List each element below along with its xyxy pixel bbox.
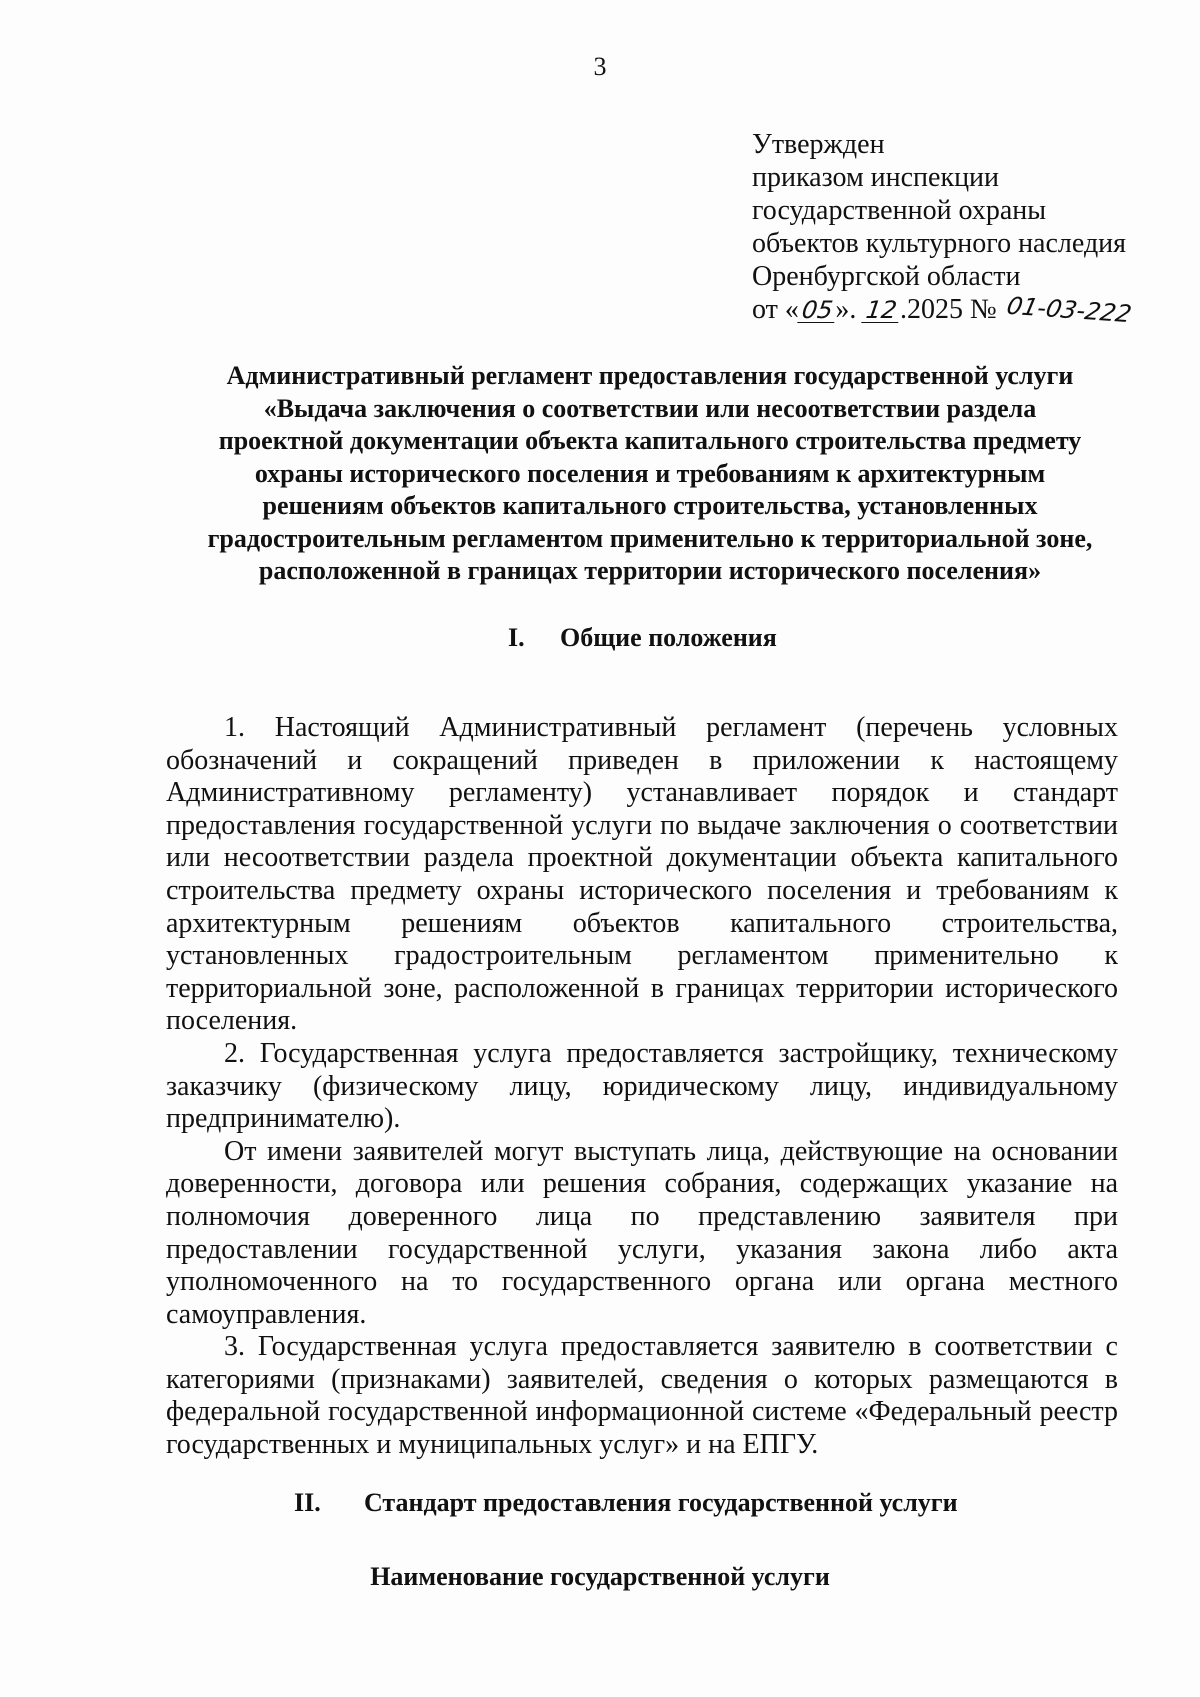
approval-line: Оренбургской области (752, 261, 1021, 292)
date-mid: ». (835, 294, 857, 325)
section-title: Общие положения (560, 623, 777, 652)
title-line: расположенной в границах территории исторического поселения» (258, 556, 1042, 585)
paragraph: 1. Настоящий Административный регламент (перечень условных обозначений и сокращений приведен в приложении к настоящему Административному регламенту) устанавливает порядок и стандарт предоставления государственной услуги по выдаче заключения о соответствии или несоответствии раздела проектной документации объекта капитального строительства предмету охраны исторического поселения и требованиям к архитектурным решениям объектов капитального строительства, установленных градостроительным регламентом применительно к территориальной зоне, расположенной в границах территории исторического поселения. (166, 712, 1118, 1037)
approval-block (752, 128, 1134, 329)
title-line: охраны исторического поселения и требованиям к архитектурным (254, 458, 1046, 488)
approval-line: приказом инспекции (752, 162, 1000, 193)
date-year: .2025 № (899, 294, 997, 325)
section-numeral: II. (294, 1488, 321, 1517)
document-title (150, 360, 1150, 588)
title-line: «Выдача заключения о соответствии или несоответствии раздела (263, 393, 1037, 423)
body-text (166, 712, 1118, 1462)
section-title: Стандарт предоставления государственной услуги (364, 1488, 958, 1517)
date-prefix: от « (752, 294, 799, 325)
title-line: градостроительным регламентом применительно к территориальной зоне, (207, 523, 1093, 553)
title-line: решениям объектов капитального строительства, установленных (262, 491, 1038, 520)
handwritten-month: 12 (862, 298, 902, 323)
title-line: проектной документации объекта капитального строительства предмету (218, 426, 1082, 455)
subsection-heading: Наименование государственной услуги (370, 1562, 830, 1591)
section-numeral: I. (508, 623, 525, 652)
approval-line: государственной охраны (752, 195, 1047, 226)
approval-line: объектов культурного наследия (752, 228, 1127, 259)
paragraph: 3. Государственная услуга предоставляется заявителю в соответствии с категориями (признаками) заявителей, сведения о которых размещаются в федеральной государственной информационной системе «Федеральный реестр государственных и муниципальных услуг» и на ЕПГУ. (166, 1331, 1118, 1461)
approval-line: Утвержден (752, 129, 885, 160)
handwritten-order-number: 01-03-222 (1003, 291, 1134, 329)
page-number: 3 (593, 52, 607, 81)
handwritten-day: 05 (797, 298, 837, 323)
paragraph: От имени заявителей могут выступать лица, действующие на основании доверенности, договора или решения собрания, содержащих указание на полномочия доверенного лица по представлению заявителя при предоставлении государственной услуги, указания закона либо акта уполномоченного на то государственного органа или органа местного самоуправления. (166, 1135, 1118, 1330)
title-line: Административный регламент предоставления государственной услуги (226, 361, 1074, 390)
paragraph: 2. Государственная услуга предоставляется застройщику, техническому заказчику (физическому лицу, юридическому лицу, индивидуальному предпринимателю). (166, 1037, 1118, 1135)
approval-date-line (752, 291, 1134, 329)
